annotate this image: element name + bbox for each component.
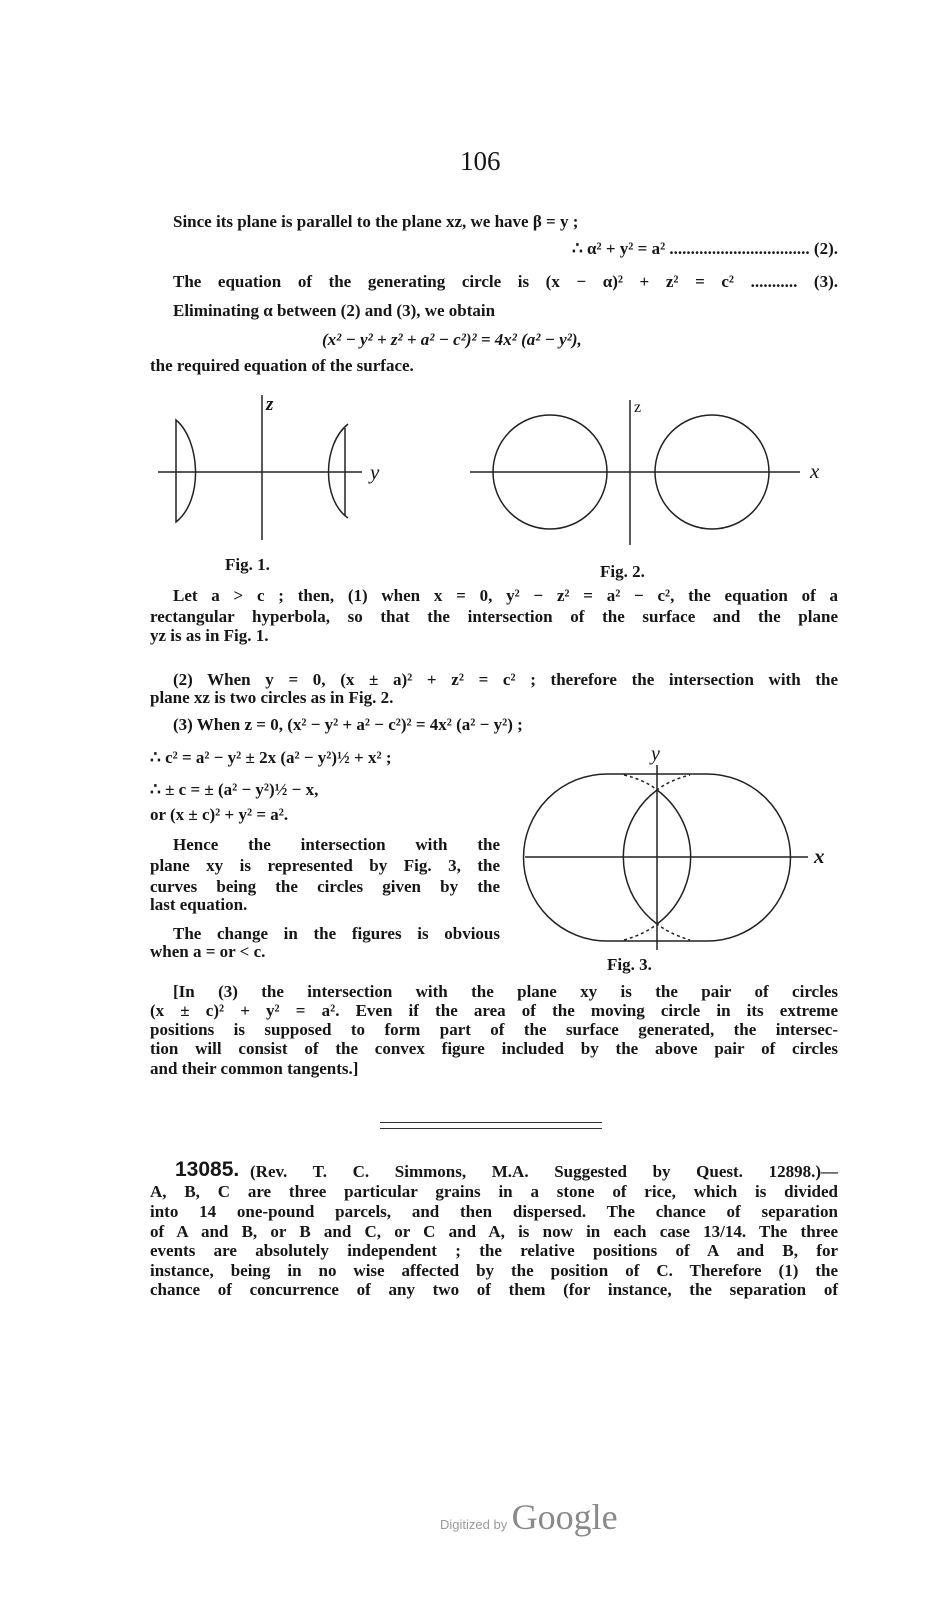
text-line: when a = or < c. [150, 942, 266, 961]
text-line: A, B, C are three particular grains in a stone of rice, which is divided [150, 1182, 838, 1201]
text-line: (3) When z = 0, (x² − y² + a² − c²)² = 4x² (a² − y²) ; [173, 715, 523, 734]
figure-1 [158, 395, 362, 540]
text-line: into 14 one-pound parcels, and then dispersed. The chance of separation [150, 1202, 838, 1221]
text-line: instance, being in no wise affected by the position of C. Therefore (1) the [150, 1261, 838, 1280]
text-line: Let a > c ; then, (1) when x = 0, y² − z² = a² − c², the equation of a [173, 586, 838, 605]
text-line: plane xy is represented by Fig. 3, the [150, 856, 500, 875]
text-line: rectangular hyperbola, so that the intersection of the surface and the plane [150, 607, 838, 626]
fig3-y-label: y [651, 743, 660, 765]
surface-equation: (x² − y² + z² + a² − c²)² = 4x² (a² − y²), [322, 330, 582, 349]
text-line: and their common tangents.] [150, 1059, 359, 1078]
section-divider [380, 1128, 602, 1129]
fig3-caption: Fig. 3. [607, 955, 652, 974]
fig1-y-label: y [370, 460, 380, 484]
fig2-x-label: x [810, 459, 820, 483]
equation-3-line: The equation of the generating circle is (x − α)² + z² = c² ........... (3). [173, 272, 838, 291]
text-line: ∴ c² = a² − y² ± 2x (a² − y²)½ + x² ; [150, 748, 392, 767]
fig2-z-label: z [634, 399, 642, 416]
text-line: ∴ ± c = ± (a² − y²)½ − x, [150, 780, 319, 799]
text-line: tion will consist of the convex figure included by the above pair of circles [150, 1039, 838, 1058]
text-line: Since its plane is parallel to the plane xz, we have β = y ; [173, 212, 579, 231]
text-line: yz is as in Fig. 1. [150, 626, 269, 645]
section-divider [380, 1122, 602, 1123]
text-line: Hence the intersection with the [173, 835, 500, 854]
text-line: (x ± c)² + y² = a². Even if the area of the moving circle in its extreme [150, 1001, 838, 1020]
text-line: curves being the circles given by the [150, 877, 500, 896]
fig3-x-label: x [814, 844, 825, 868]
page-number: 106 [460, 146, 501, 176]
text-line: Eliminating α between (2) and (3), we obtain [173, 301, 496, 320]
question-number: 13085. [175, 1158, 240, 1181]
text-line: events are absolutely independent ; the relative positions of A and B, for [150, 1241, 838, 1260]
text-line: the required equation of the surface. [150, 356, 414, 375]
text-line: (2) When y = 0, (x ± a)² + z² = c² ; therefore the intersection with the [173, 670, 838, 689]
figure-3 [524, 765, 809, 950]
google-logo: Google [511, 1497, 618, 1537]
text-line: (Rev. T. C. Simmons, M.A. Suggested by Quest. 12898.)— [250, 1162, 838, 1181]
text-line: or (x ± c)² + y² = a². [150, 805, 289, 824]
text-line: plane xz is two circles as in Fig. 2. [150, 688, 394, 707]
text-line: positions is supposed to form part of the surface generated, the intersec- [150, 1020, 838, 1039]
equation-2: ∴ α² + y² = a² ................................. (2). [571, 239, 838, 258]
text-line: of A and B, or B and C, or C and A, is now in each case 13/14. The three [150, 1222, 838, 1241]
watermark-prefix: Digitized by [440, 1517, 508, 1532]
fig2-caption: Fig. 2. [600, 562, 645, 581]
figure-2 [470, 400, 800, 545]
digitized-watermark [440, 1496, 618, 1538]
text-line: The change in the figures is obvious [173, 924, 500, 943]
fig1-z-label: z [266, 394, 274, 415]
text-line: [In (3) the intersection with the plane xy is the pair of circles [173, 982, 838, 1001]
fig1-caption: Fig. 1. [225, 555, 270, 574]
text-line: last equation. [150, 895, 248, 914]
text-line: chance of concurrence of any two of them (for instance, the separation of [150, 1280, 838, 1299]
